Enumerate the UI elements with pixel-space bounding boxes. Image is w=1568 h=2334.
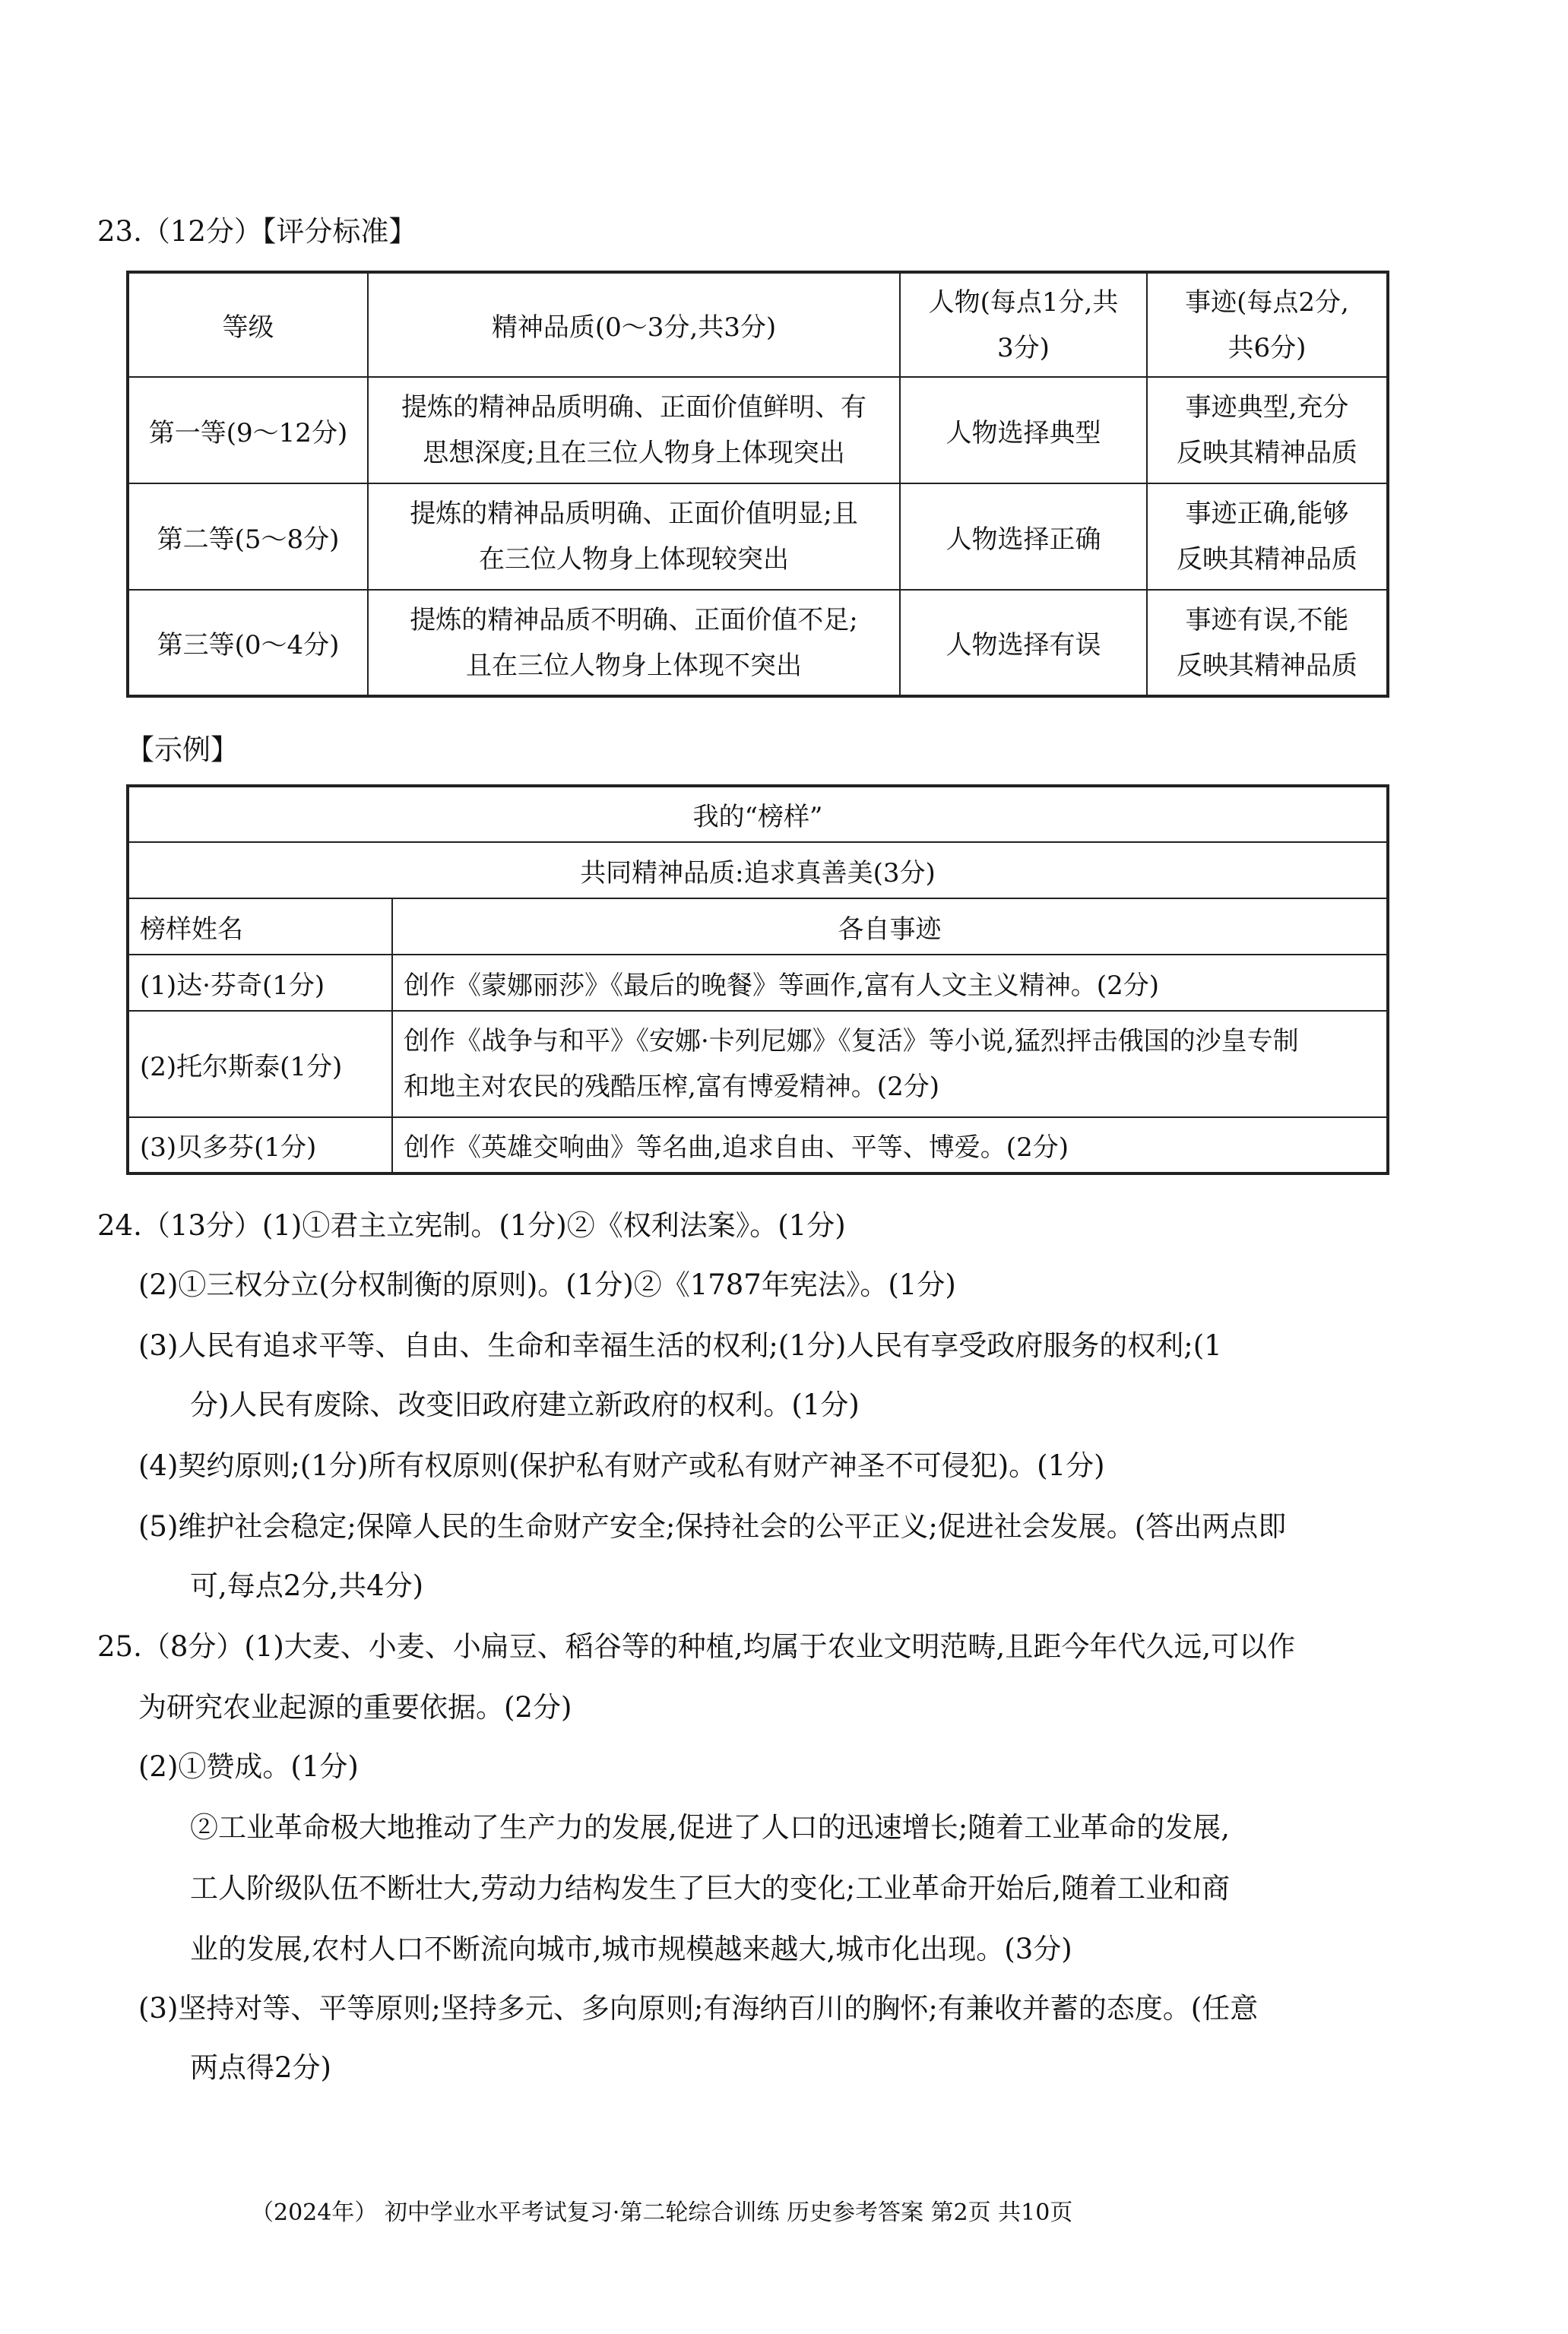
q25-line-5: 工人阶级队伍不断壮大,劳动力结构发生了巨大的变化;工业革命开始后,随着工业和商 [190, 1872, 1230, 1905]
q25-line-1: 25.（8分）(1)大麦、小麦、小扁豆、稻谷等的种植,均属于农业文明范畴,且距今年代久远,可以作 [97, 1630, 1296, 1663]
q24-line-4: 分)人民有废除、改变旧政府建立新政府的权利。(1分) [190, 1389, 860, 1421]
model-deed: 创作《战争与和平》《安娜·卡列尼娜》《复活》等小说,猛烈抨击俄国的沙皇专制 和地主对农民的残酷压榨,富有博爱精神。(2分) [392, 1011, 1388, 1117]
q25-line-6: 业的发展,农村人口不断流向城市,城市规模越来越大,城市化出现。(3分) [190, 1933, 1072, 1965]
q24-line-7: 可,每点2分,共4分) [190, 1569, 424, 1602]
table-row [128, 483, 1388, 590]
q23-header: 23.（12分）【评分标准】 [97, 215, 417, 248]
grading-header-row [128, 272, 1388, 377]
table-row [128, 955, 1388, 1011]
quality-cell: 提炼的精神品质不明确、正面价值不足; 且在三位人物身上体现不突出 [368, 590, 900, 696]
example-title: 我的“榜样” [128, 786, 1388, 842]
example-table [126, 784, 1389, 1175]
model-deed: 创作《蒙娜丽莎》《最后的晚餐》等画作,富有人文主义精神。(2分) [392, 955, 1388, 1011]
example-label: 【示例】 [126, 733, 239, 766]
q25-line-8: 两点得2分) [190, 2051, 331, 2084]
quality-cell: 提炼的精神品质明确、正面价值明显;且 在三位人物身上体现较突出 [368, 483, 900, 590]
grade-cell: 第一等(9～12分) [128, 377, 368, 483]
deed-cell: 事迹有误,不能 反映其精神品质 [1147, 590, 1388, 696]
header-grade: 等级 [128, 272, 368, 377]
example-common-quality: 共同精神品质:追求真善美(3分) [128, 842, 1388, 898]
header-deed: 事迹(每点2分, 共6分) [1147, 272, 1388, 377]
model-deed: 创作《英雄交响曲》等名曲,追求自由、平等、博爱。(2分) [392, 1117, 1388, 1173]
deed-cell: 事迹正确,能够 反映其精神品质 [1147, 483, 1388, 590]
deed-cell: 事迹典型,充分 反映其精神品质 [1147, 377, 1388, 483]
q25-line-4: ②工业革命极大地推动了生产力的发展,促进了人口的迅速增长;随着工业革命的发展, [190, 1811, 1230, 1844]
person-cell: 人物选择有误 [900, 590, 1147, 696]
q25-line-7: (3)坚持对等、平等原则;坚持多元、多向原则;有海纳百川的胸怀;有兼收并蓄的态度。(任意 [138, 1992, 1259, 2025]
q24-line-2: (2)①三权分立(分权制衡的原则)。(1分)②《1787年宪法》。(1分) [138, 1268, 956, 1301]
table-row [128, 377, 1388, 483]
header-person: 人物(每点1分,共 3分) [900, 272, 1147, 377]
table-row [128, 1011, 1388, 1117]
q24-line-6: (5)维护社会稳定;保障人民的生命财产安全;保持社会的公平正义;促进社会发展。(答出两点即 [138, 1510, 1287, 1543]
grade-cell: 第二等(5～8分) [128, 483, 368, 590]
table-row [128, 590, 1388, 696]
q25-line-2: 为研究农业起源的重要依据。(2分) [138, 1691, 572, 1724]
table-row [128, 1117, 1388, 1173]
person-cell: 人物选择典型 [900, 377, 1147, 483]
example-col-deeds: 各自事迹 [392, 898, 1388, 955]
person-cell: 人物选择正确 [900, 483, 1147, 590]
model-name: (2)托尔斯泰(1分) [128, 1011, 392, 1117]
quality-cell: 提炼的精神品质明确、正面价值鲜明、有 思想深度;且在三位人物身上体现突出 [368, 377, 900, 483]
model-name: (1)达·芬奇(1分) [128, 955, 392, 1011]
q24-line-1: 24.（13分）(1)①君主立宪制。(1分)②《权利法案》。(1分) [97, 1209, 846, 1242]
q25-line-3: (2)①赞成。(1分) [138, 1750, 359, 1783]
example-col-name: 榜样姓名 [128, 898, 392, 955]
grade-cell: 第三等(0～4分) [128, 590, 368, 696]
page-footer: （2024年） 初中学业水平考试复习·第二轮综合训练 历史参考答案 第2页 共10页 [251, 2199, 1073, 2226]
model-name: (3)贝多芬(1分) [128, 1117, 392, 1173]
header-quality: 精神品质(0～3分,共3分) [368, 272, 900, 377]
q24-line-3: (3)人民有追求平等、自由、生命和幸福生活的权利;(1分)人民有享受政府服务的权利;(1 [138, 1329, 1222, 1362]
q24-line-5: (4)契约原则;(1分)所有权原则(保护私有财产或私有财产神圣不可侵犯)。(1分) [138, 1449, 1105, 1482]
grading-table [126, 271, 1389, 698]
